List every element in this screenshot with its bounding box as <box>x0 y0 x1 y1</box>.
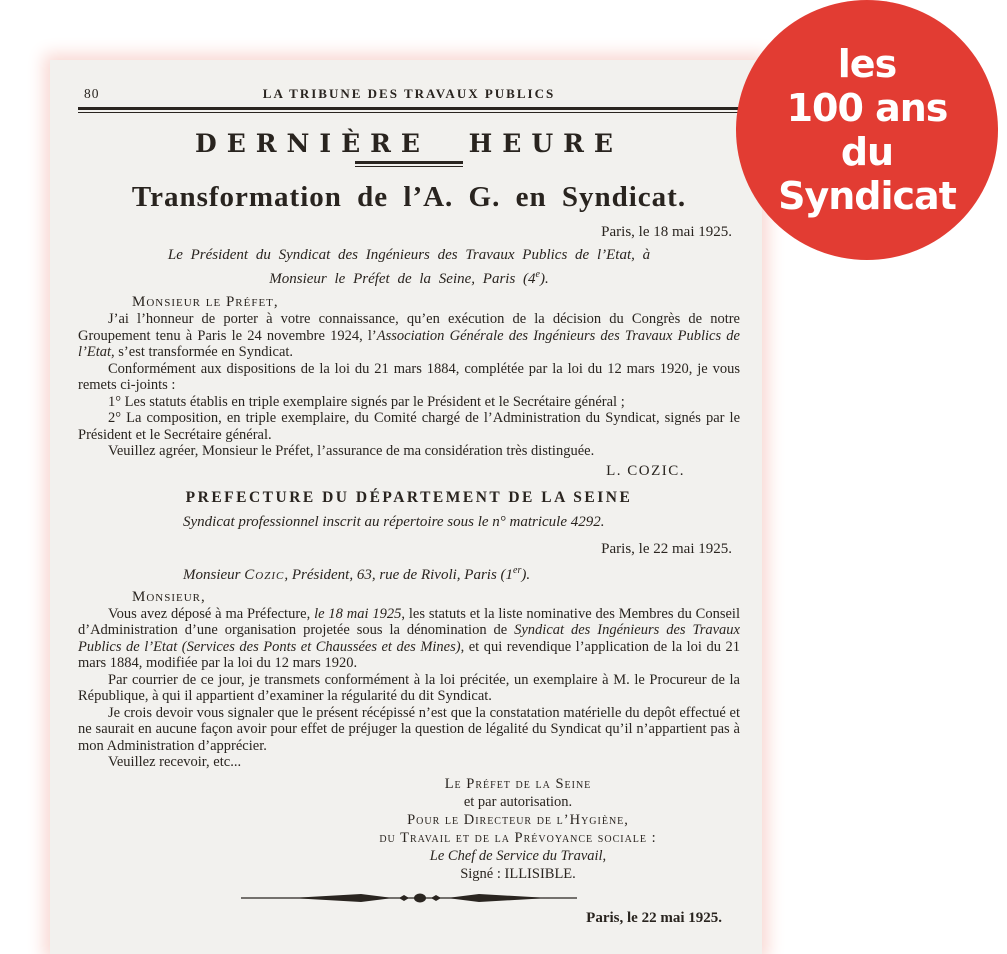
italic-association-name: Association Générale des Ingénieurs des Travaux Publics de l’Etat <box>78 327 740 360</box>
footer-dateline: Paris, le 22 mai 1925. <box>586 909 722 926</box>
journal-title: LA TRIBUNE DES TRAVAUX PUBLICS <box>262 86 556 101</box>
page-header <box>78 86 740 102</box>
centenary-badge <box>736 0 998 260</box>
salutation-prefet: Monsieur le Préfet, <box>132 294 279 310</box>
sig-illisible: Signé : ILLISIBLE. <box>460 865 576 882</box>
sig-autorisation: et par autorisation. <box>463 793 573 810</box>
badge-line-4: Syndicat <box>778 174 956 218</box>
sig-chef-service: Le Chef de Service du Travail, <box>429 847 607 864</box>
arrondissement-superscript: e <box>535 269 540 280</box>
sig-prefet: Le Préfet de la Seine <box>444 775 592 792</box>
letter-address <box>78 245 740 289</box>
article-headline: Transformation de l’A. G. en Syndicat. <box>131 181 687 213</box>
italic-date: le 18 mai 1925 <box>314 605 402 622</box>
newspaper-page <box>50 60 762 954</box>
letter-address-line2: Monsieur le Préfet de la Seine, Paris (4e). <box>269 269 549 287</box>
section-title: DERNIÈRE HEURE <box>195 129 623 158</box>
addressee-name: Cozic <box>244 566 285 583</box>
registration-line: Syndicat professionnel inscrit au répertoire sous le n° matricule 4292. <box>183 513 605 530</box>
prefecture-paragraph-1: Vous avez déposé à ma Préfecture, le 18 mai 1925, les statuts et la liste nominative des Membres du Conseil d’Administration d’une organisation projetée sous la dénomination de Syndicat des Ingénieurs des Travaux Publics de l’Etat (Services des Ponts et Chaussées et des Mines), et qui revendique l’application de la loi du 21 mars 1884, modifiée par la loi du 12 mars 1920. <box>78 605 740 671</box>
letter1-paragraph-2: Conformément aux dispositions de la loi du 21 mars 1884, complétée par la loi du 12 mars 1920, je vous remets ci-joints : <box>78 360 740 393</box>
sig-directeur-hygiene: Pour le Directeur de l’Hygiène, <box>407 811 629 828</box>
salutation-monsieur: Monsieur, <box>132 588 206 605</box>
prefecture-paragraph-3: Je crois devoir vous signaler que le présent récépissé n’est que la constatation matérielle du depôt effectué et ne saurait en aucune façon avoir pour effet de préjuger la question de légalité du Syndicat qu’il n’appartient pas à mon Administration d’apprécier. <box>78 704 740 754</box>
prefecture-paragraph-2: Par courrier de ce jour, je transmets conformément à la loi précitée, un exemplaire à M. le Procureur de la République, à qui il appartient d’examiner la régularité du dit Syndicat. <box>78 671 740 704</box>
arrondissement-superscript: er <box>513 564 522 576</box>
prefecture-closing: Veuillez recevoir, etc... <box>108 754 242 770</box>
badge-line-3: du <box>840 130 894 174</box>
prefecture-signature-block <box>308 775 728 883</box>
badge-line-1: les <box>837 42 897 86</box>
ornament-divider <box>239 891 579 905</box>
letter1-item-1: 1° Les statuts établis en triple exemplaire signés par le Président et le Secrétaire général ; <box>108 393 625 410</box>
page-number: 80 <box>84 86 100 101</box>
badge-line-2: 100 ans <box>786 86 948 130</box>
header-rule <box>78 107 740 113</box>
italic-syndicat-name: Syndicat des Ingénieurs des Travaux Publics de l’Etat (Services des Ponts et Chaussées et des Mines) <box>78 622 740 655</box>
section-title-underline <box>355 161 463 167</box>
addressee-line: Monsieur Cozic, Président, 63, rue de Rivoli, Paris (1er). <box>183 564 531 583</box>
dateline-paris-18-mai: Paris, le 18 mai 1925. <box>601 224 732 240</box>
letter1-paragraph-1: J’ai l’honneur de porter à votre connaissance, qu’en exécution de la décision du Congrès de notre Groupement tenu à Paris le 24 novembre 1924, l’Association Générale des Ingénieurs des Travaux Publics de l’Etat, s’est transformée en Syndicat. <box>78 311 740 360</box>
letter1-closing: Veuillez agréer, Monsieur le Préfet, l’assurance de ma considération très distinguée. <box>108 443 595 459</box>
dateline-paris-22-mai: Paris, le 22 mai 1925. <box>601 540 732 557</box>
signature-cozic: L. COZIC. <box>606 462 685 479</box>
prefecture-heading: PREFECTURE DU DÉPARTEMENT DE LA SEINE <box>185 488 633 506</box>
letter1-item-2: 2° La composition, en triple exemplaire, du Comité chargé de l’Administration du Syndicat, signés par le Président et le Secrétaire général. <box>78 410 740 443</box>
letter-address-line1: Le Président du Syndicat des Ingénieurs des Travaux Publics de l’Etat, à <box>167 247 651 263</box>
sig-travail-prevoyance: du Travail et de la Prévoyance sociale : <box>379 829 657 846</box>
